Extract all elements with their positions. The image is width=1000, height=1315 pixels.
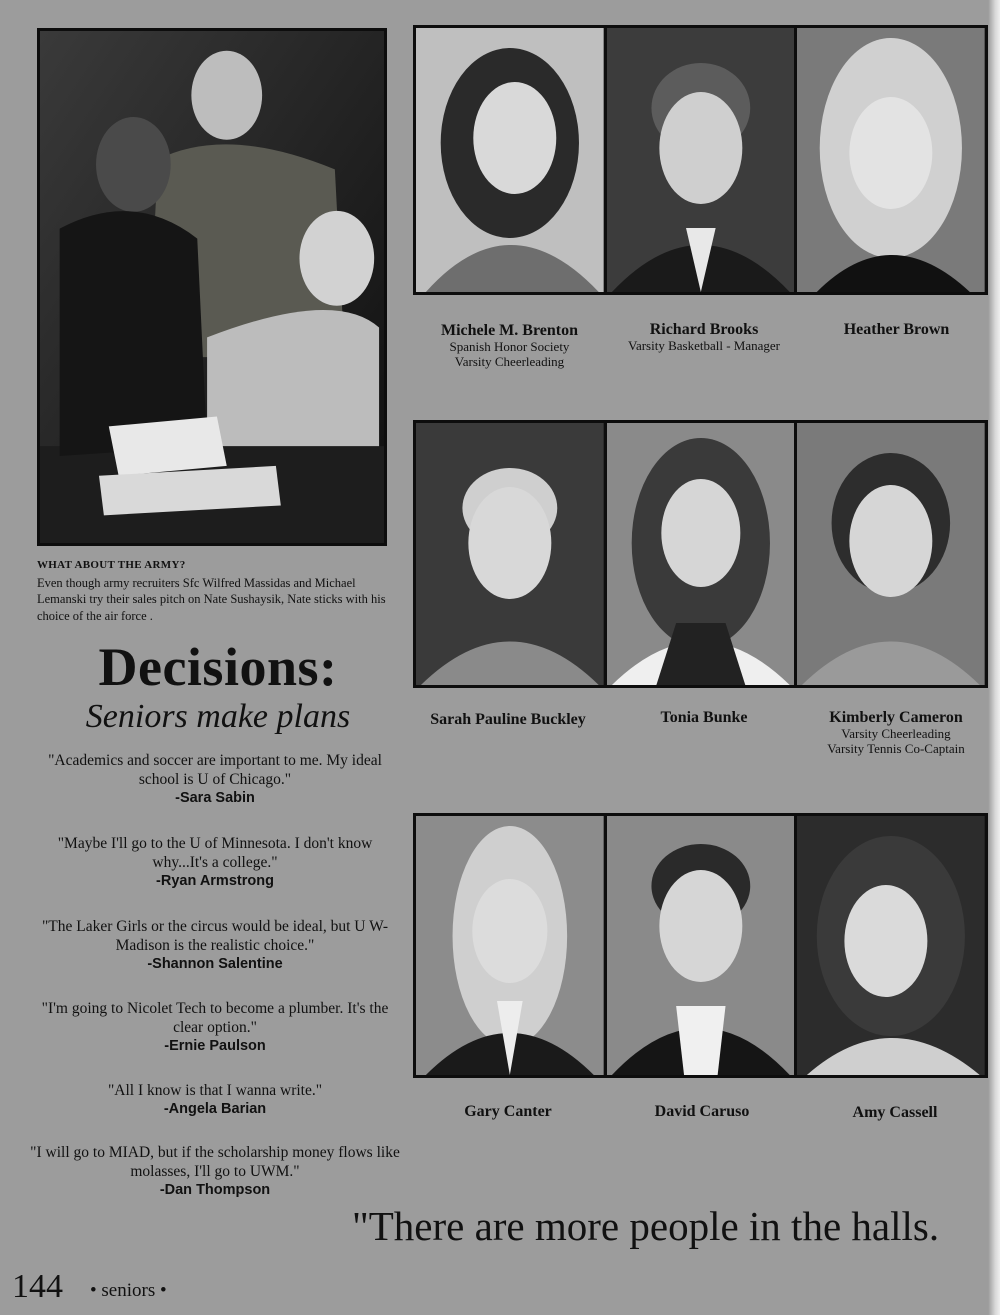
student-quote bbox=[30, 752, 400, 808]
portrait-caption bbox=[413, 322, 606, 370]
portrait-caption bbox=[410, 1103, 606, 1121]
student-name: Michele M. Brenton bbox=[440, 322, 578, 339]
student-activity: Varsity Cheerleading bbox=[841, 726, 951, 742]
subhead: Seniors make plans bbox=[85, 698, 351, 735]
quote-author: -Dan Thompson bbox=[159, 1181, 271, 1198]
portrait-photo bbox=[416, 423, 604, 685]
portrait-caption bbox=[606, 709, 802, 727]
photo-caption-body: Even though army recruiters Sfc Wilfred Massidas and Michael Lemanski try their sales pitch on Nate Sushaysik, Nate sticks with his choice of the air force . bbox=[37, 576, 386, 623]
portrait-photo bbox=[607, 423, 795, 685]
student-activity: Varsity Basketball - Manager bbox=[628, 338, 780, 354]
student-name: Amy Cassell bbox=[852, 1104, 938, 1121]
headline: Decisions: bbox=[98, 637, 338, 697]
student-name: Tonia Bunke bbox=[660, 709, 748, 726]
section-label: • seniors • bbox=[90, 1280, 167, 1301]
portrait-photo bbox=[416, 28, 604, 292]
portrait-row-3 bbox=[413, 813, 988, 1078]
page-edge bbox=[988, 0, 1000, 1315]
student-quote bbox=[30, 918, 400, 974]
army-recruiters-photo bbox=[37, 28, 387, 546]
portrait-photo bbox=[797, 423, 985, 685]
quote-author: -Shannon Salentine bbox=[147, 955, 283, 972]
student-activity: Spanish Honor Society bbox=[449, 339, 570, 355]
quote-author: -Ryan Armstrong bbox=[156, 872, 274, 889]
page-number: 144 bbox=[12, 1268, 63, 1305]
student-quote bbox=[30, 1144, 400, 1200]
portrait-caption bbox=[410, 711, 606, 729]
portrait-row-1 bbox=[413, 25, 988, 295]
quote-author: -Angela Barian bbox=[163, 1100, 267, 1117]
student-name: Gary Canter bbox=[464, 1103, 552, 1120]
student-name: Richard Brooks bbox=[649, 321, 759, 338]
portrait-photo bbox=[416, 816, 604, 1075]
portrait-photo bbox=[797, 816, 985, 1075]
student-name: David Caruso bbox=[654, 1103, 750, 1120]
portrait-photo bbox=[797, 28, 985, 292]
student-name: Sarah Pauline Buckley bbox=[430, 711, 586, 728]
quote-text: "All I know is that I wanna write." bbox=[107, 1082, 323, 1099]
student-activity: Varsity Tennis Co-Captain bbox=[827, 741, 965, 757]
photo-caption-title: WHAT ABOUT THE ARMY? bbox=[37, 559, 186, 571]
quote-text: "Academics and soccer are important to me. My ideal school is U of Chicago." bbox=[48, 752, 382, 788]
quote-author: -Ernie Paulson bbox=[164, 1037, 266, 1054]
portrait-caption bbox=[797, 1104, 993, 1122]
portrait-photo bbox=[607, 28, 795, 292]
portrait-photo bbox=[607, 816, 795, 1075]
portrait-caption bbox=[800, 321, 993, 339]
student-quote bbox=[30, 1082, 400, 1119]
quote-text: "I'm going to Nicolet Tech to become a plumber. It's the clear option." bbox=[41, 1000, 389, 1036]
portrait-row-2 bbox=[413, 420, 988, 688]
portrait-caption bbox=[798, 709, 994, 757]
student-activity: Varsity Cheerleading bbox=[454, 354, 565, 370]
quote-text: "The Laker Girls or the circus would be ideal, but U W- Madison is the realistic choice." bbox=[41, 918, 389, 954]
pull-quote: "There are more people in the halls. bbox=[352, 1203, 940, 1249]
student-name: Heather Brown bbox=[843, 321, 950, 338]
quote-text: "Maybe I'll go to the U of Minnesota. I don't know why...It's a college." bbox=[57, 835, 373, 871]
portrait-caption bbox=[604, 1103, 800, 1121]
student-quote bbox=[30, 835, 400, 891]
portrait-caption bbox=[606, 321, 802, 354]
quote-text: "I will go to MIAD, but if the scholarship money flows like molasses, I'll go to UWM." bbox=[30, 1144, 400, 1180]
quote-author: -Sara Sabin bbox=[175, 789, 255, 806]
student-name: Kimberly Cameron bbox=[829, 709, 963, 726]
student-quote bbox=[30, 1000, 400, 1056]
